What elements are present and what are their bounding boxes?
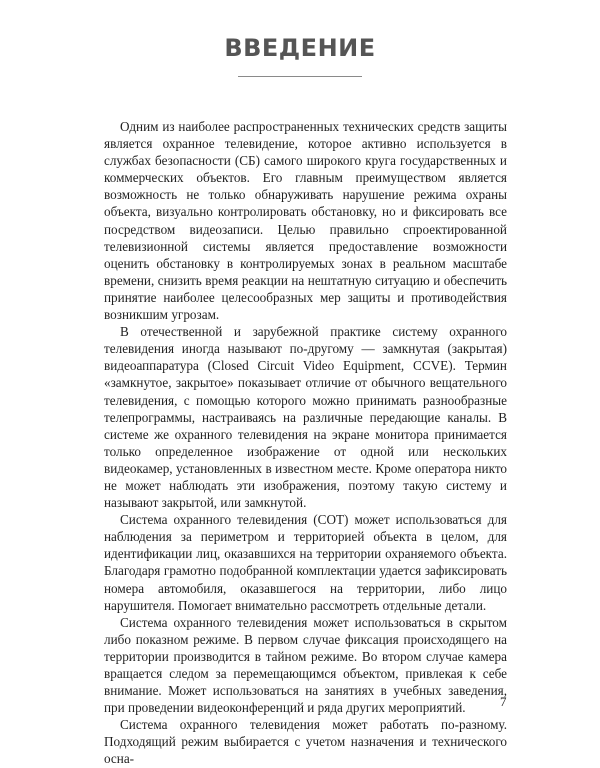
chapter-heading: ВВЕДЕНИЕ — [224, 34, 376, 62]
paragraph-3: Система охранного телевидения (СОТ) может использоваться для наблюдения за периметром и территорией объекта в целом, для идентификации лиц, оказавшихся на территории охраняемого объекта. Благодаря грамотно подобранной комплектации удается зафиксировать номера автомобиля, оказавшегося на территории, либо лицо нарушителя. Помогает внимательно рассмотреть отдельные детали. — [104, 512, 507, 613]
paragraph-2: В отечественной и зарубежной практике систему охранного телевидения иногда называют по-другому — замкнутая (закрытая) видеоаппаратура (Closed Circuit Video Equipment, CCVE). Термин «замкнутое, закрытое» показывает отличие от обычного вещательного телевидения, с помощью которого можно принимать разнообразные телепрограммы, настраиваясь на различные передающие каналы. В системе же охранного телевидения на экране монитора принимается только определенное изображение от одной или нескольких видеокамер, установленных в известном месте. Кроме оператора никто не может наблюдать эти изображения, поэтому такую систему и называют закрытой, или замкнутой. — [104, 324, 507, 511]
paragraph-4: Система охранного телевидения может использоваться в скрытом либо показном режиме. В первом случае фиксация происходящего на территории производится в тайном режиме. Во втором случае камера вращается следом за перемещающимся объектом, привлекая к себе внимание. Может использоваться на занятиях в учебных заведения, при проведении видеоконференций и ряда других мероприятий. — [104, 614, 507, 716]
paragraph-5: Система охранного телевидения может работать по-разному. Подходящий режим выбирается с учетом назначения и технического осна- — [104, 717, 507, 767]
paragraph-1: Одним из наиболее распространенных технических средств защиты является охранное телевидение, которое активно используется в службах безопасности (СБ) самого широкого круга государственных и коммерческих объектов. Его главным преимуществом является возможность не только обнаруживать нарушение режима охраны объекта, визуально контролировать обстановку, но и фиксировать все посредством видеозаписи. Целью правильно спроектированной телевизионной системы является предоставление возможности оценить обстановку в контролируемых зонах в реальном масштабе времени, снизить время реакции на нештатную ситуацию и обеспечить принятие наиболее целесообразных мер защиты и противодействия возникшим угрозам. — [104, 119, 507, 323]
page-number: 7 — [500, 694, 507, 709]
heading-underline — [238, 76, 362, 77]
body-text — [104, 118, 507, 768]
